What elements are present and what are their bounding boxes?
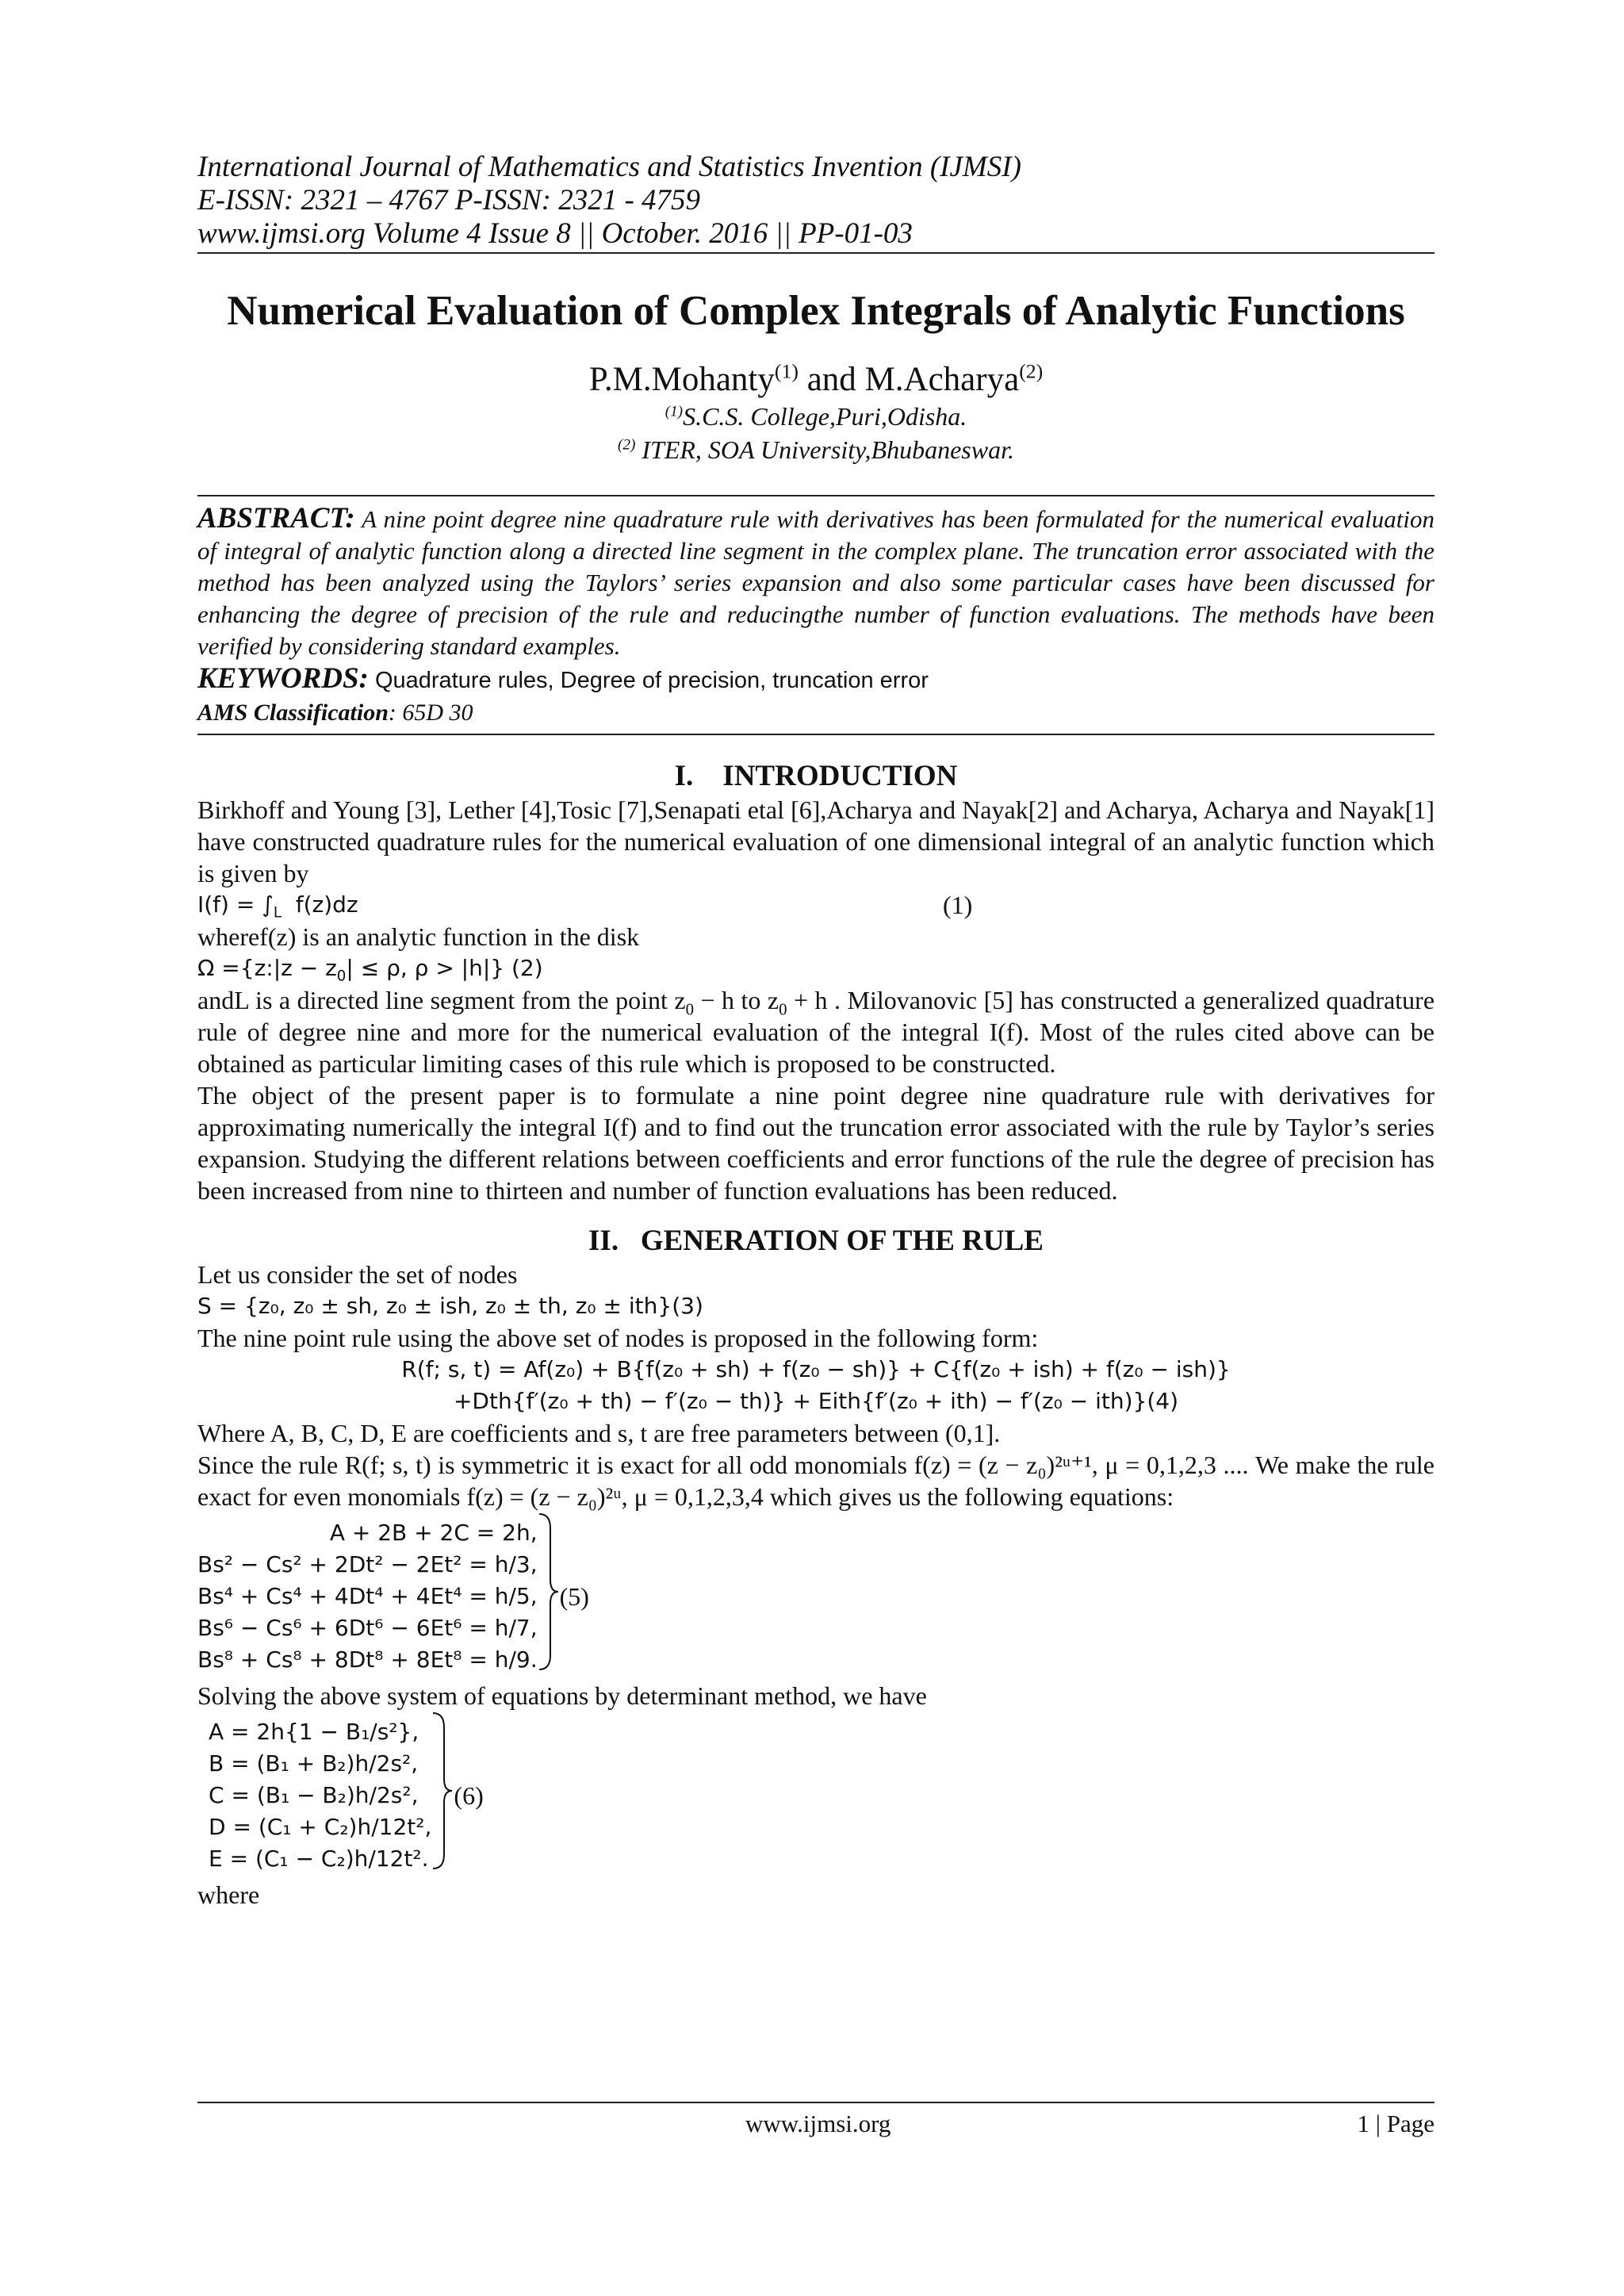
footer-page-number: 1 | Page	[1357, 2110, 1434, 2137]
equation-5-line-3: Bs⁴ + Cs⁴ + 4Dt⁴ + 4Et⁴ = h/5,	[197, 1582, 538, 1609]
footer-divider	[197, 2102, 1434, 2103]
paper-page	[197, 151, 1434, 1911]
gen-line-where: where	[197, 1880, 260, 1909]
abstract-text: A nine point degree nine quadrature rule with derivatives has been formulated for the numerical evaluation of integral of analytic function along a directed line segment in the complex plane. The truncation error associated with the method has been analyzed using the Taylors’ series expansion and also some particular cases have been discussed for enhancing the degree of precision of the rule and reducingthe number of function evaluations. The methods have been verified by considering standard examples.	[197, 505, 1434, 660]
equation-1-number: (1)	[943, 891, 973, 919]
abstract	[197, 503, 1434, 662]
equation-6-brace	[431, 1711, 454, 1879]
intro-paragraph-3: The object of the present paper is to formulate a nine point degree nine quadrature rule with derivatives for approximating numerically the integral I(f) and to find out the truncation error associated with the rule by Taylor’s series expansion. Studying the different relations between coefficients and error functions of the rule the degree of precision has been increased from nine to thirteen and number of function evaluations has been reduced.	[197, 1081, 1434, 1205]
author-conjunction: and	[798, 361, 865, 398]
affiliation-2-mark: (2)	[618, 436, 636, 454]
affiliation-1-text: S.C.S. College,Puri,Odisha.	[683, 402, 967, 431]
equation-5-brace	[538, 1512, 560, 1680]
journal-name: International Journal of Mathematics and Statistics Invention (IJMSI)	[197, 151, 1021, 183]
gen-line-5: Solving the above system of equations by determinant method, we have	[197, 1681, 927, 1710]
keywords	[197, 662, 1434, 697]
equation-6-number: (6)	[454, 1780, 484, 1810]
intro-p2-sub2: 0	[779, 1000, 787, 1019]
affiliation-1	[197, 400, 1434, 433]
equation-5-line-4: Bs⁶ − Cs⁶ + 6Dt⁶ − 6Et⁶ = h/7,	[197, 1614, 538, 1641]
ams-label: AMS Classification	[197, 700, 389, 726]
equation-3-node-set: S = {z₀, z₀ ± sh, z₀ ± ish, z₀ ± th, z₀ ± ith}(3)	[197, 1293, 703, 1319]
disk-def-b: | ≤ ρ, ρ > |h|} (2)	[346, 955, 543, 981]
journal-volume: www.ijmsi.org Volume 4 Issue 8 || October. 2016 || PP-01-03	[197, 217, 913, 250]
equation-5-lines	[197, 1517, 538, 1676]
affiliation-2	[197, 433, 1434, 466]
equation-1	[197, 889, 1434, 921]
intro-where-line: wheref(z) is an analytic function in the disk	[197, 922, 640, 951]
equation-1-subscript: L	[273, 904, 282, 922]
disk-def-subscript: 0	[336, 968, 347, 985]
equation-6-system	[197, 1711, 1434, 1879]
footer-url: www.ijmsi.org	[745, 2110, 891, 2137]
equation-1-rhs: f(z)dz	[281, 891, 358, 918]
abstract-top-divider	[197, 495, 1434, 496]
affiliation-1-mark: (1)	[665, 403, 684, 420]
journal-issn: E-ISSN: 2321 – 4767 P-ISSN: 2321 - 4759	[197, 184, 701, 217]
gen-line-2: The nine point rule using the above set of nodes is proposed in the following form:	[197, 1324, 1039, 1352]
header-divider	[197, 252, 1434, 254]
equation-4-line-2: +Dth{f′(z₀ + th) − f′(z₀ − th)} + Eith{f′(z₀ + ith) − f′(z₀ − ith)}(4)	[453, 1388, 1179, 1414]
equation-6-line-4: D = (C₁ + C₂)h/12t²,	[209, 1813, 432, 1840]
equation-5-system	[197, 1512, 1434, 1680]
keywords-label: KEYWORDS:	[197, 662, 369, 695]
equation-6-line-5: E = (C₁ − C₂)h/12t².	[209, 1845, 429, 1872]
paper-title: Numerical Evaluation of Complex Integrals of Analytic Functions	[227, 288, 1405, 334]
equation-5-number: (5)	[559, 1581, 589, 1611]
author-2-mark: (2)	[1019, 359, 1044, 383]
intro-p2-a: andL is a directed line segment from the point z	[197, 986, 686, 1014]
affiliation-2-text: ITER, SOA University,Bhubaneswar.	[635, 435, 1014, 464]
ams-text: : 65D 30	[388, 700, 473, 726]
gen-line-4: Since the rule R(f; s, t) is symmetric it is exact for all odd monomials f(z) = (z − z₀)²ᵘ⁺¹, μ = 0,1,2,3 .... We make the rule exact for even monomials f(z) = (z − z₀)²ᵘ, μ = 0,1,2,3,4 which gives us the following equations:	[197, 1451, 1435, 1511]
author-2: M.Acharya	[864, 361, 1020, 398]
author-1-mark: (1)	[774, 359, 799, 383]
author-line	[197, 360, 1434, 400]
gen-line-3: Where A, B, C, D, E are coefficients and s, t are free parameters between (0,1].	[197, 1419, 1001, 1447]
equation-5-line-1: A + 2B + 2C = 2h,	[329, 1519, 538, 1546]
equation-1-lhs: I(f) = ∫	[197, 891, 274, 918]
equation-5-line-2: Bs² − Cs² + 2Dt² − 2Et² = h/3,	[197, 1550, 538, 1577]
keywords-text: Quadrature rules, Degree of precision, truncation error	[368, 668, 929, 693]
intro-paragraph-1: Birkhoff and Young [3], Lether [4],Tosic [7],Senapati etal [6],Acharya and Nayak[2] and Acharya, Acharya and Nayak[1] have constructed quadrature rules for the numerical evaluation of one dimensional integral of an analytic function which is given by	[197, 795, 1434, 887]
section-introduction-heading: I. INTRODUCTION	[674, 760, 958, 792]
equation-6-line-2: B = (B₁ + B₂)h/2s²,	[209, 1750, 419, 1777]
journal-header	[197, 151, 1434, 251]
ams-classification	[197, 697, 1434, 729]
intro-p2-b: − h to z	[693, 986, 779, 1014]
intro-p2-sub1: 0	[685, 1000, 694, 1019]
author-1: P.M.Mohanty	[588, 361, 775, 398]
equation-6-line-3: C = (B₁ − B₂)h/2s²,	[209, 1781, 419, 1808]
equation-4-line-1: R(f; s, t) = Af(z₀) + B{f(z₀ + sh) + f(z₀ − sh)} + C{f(z₀ + ish) + f(z₀ − ish)}	[401, 1356, 1231, 1382]
intro-paragraph-2	[197, 984, 1434, 1079]
equation-6-line-1: A = 2h{1 − B₁/s²},	[209, 1718, 419, 1745]
equation-2-disk	[197, 953, 1434, 984]
abstract-bottom-divider	[197, 734, 1434, 735]
equation-5-line-5: Bs⁸ + Cs⁸ + 8Dt⁸ + 8Et⁸ = h/9.	[197, 1646, 538, 1673]
section-generation-heading: II. GENERATION OF THE RULE	[588, 1225, 1044, 1257]
equation-6-lines	[209, 1716, 431, 1875]
disk-def-a: Ω ={z:|z − z	[197, 955, 337, 981]
intro-p2-c: + h . Milovanovic [5] has constructed a generalized quadrature rule of degree nine and more for the numerical evaluation of the integral I(f). Most of the rules cited above can be obtained as particular limiting cases of this rule which is proposed to be constructed.	[197, 986, 1435, 1078]
abstract-label: ABSTRACT:	[197, 502, 355, 535]
gen-line-1: Let us consider the set of nodes	[197, 1260, 518, 1289]
